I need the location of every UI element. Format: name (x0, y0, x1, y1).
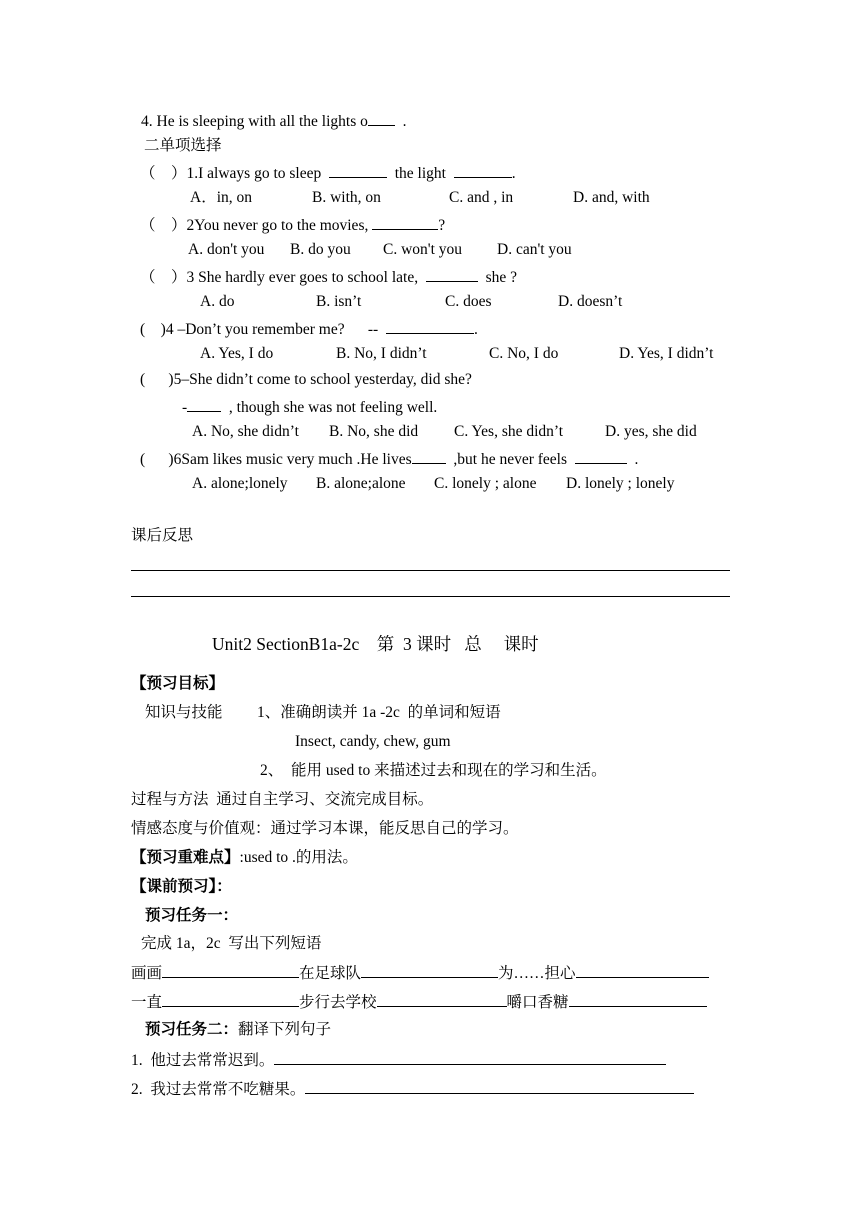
answer-paren[interactable]: （ ） (140, 269, 187, 286)
answer-blank[interactable] (162, 991, 299, 1007)
option-a: A. don't you (188, 241, 265, 258)
option-d: D. doesn’t (558, 293, 623, 310)
option-c: C. won't you (383, 241, 463, 258)
option-d: D. lonely ; lonely (566, 475, 675, 492)
question-stem: 6Sam likes music very much .He lives (173, 451, 412, 468)
answer-blank[interactable] (412, 448, 446, 464)
answer-blank[interactable] (187, 396, 221, 412)
option-c: C. Yes, she didn’t (454, 423, 564, 440)
task1-text: 完成 1a，2c 写出下列短语 (141, 935, 322, 952)
answer-blank[interactable] (329, 162, 387, 178)
option-d: D. yes, she did (605, 423, 697, 440)
mc-question-2 (140, 214, 445, 236)
sentence-text: 2. 我过去常常不吃糖果。 (131, 1081, 306, 1098)
option-a: A. alone;lonely (192, 475, 288, 492)
phrase-label: 嚼口香糖 (506, 994, 569, 1011)
phrase-label: 在足球队 (299, 965, 362, 982)
option-c: C. No, I do (489, 345, 559, 362)
reflection-line-1[interactable] (131, 570, 730, 571)
option-d: D. can't you (497, 241, 572, 258)
answer-blank[interactable] (162, 962, 299, 978)
option-b: B. No, she did (329, 423, 419, 440)
answer-blank[interactable] (454, 162, 512, 178)
key-points (131, 848, 358, 868)
mc-question-5 (140, 370, 472, 390)
question-end: . (511, 165, 516, 182)
process-method: 过程与方法 通过自主学习、交流完成目标。 (131, 791, 434, 808)
question-stem-part: she ? (485, 269, 518, 286)
sentence-text: 1. 他过去常常迟到。 (131, 1052, 275, 1069)
phrase-label: 画画 (131, 965, 163, 982)
emotion-values: 情感态度与价值观：通过学习本课，能反思自己的学习。 (131, 820, 519, 837)
mc-question-4 (140, 318, 478, 340)
phrase-label: 为……担心 (498, 965, 576, 982)
answer-paren[interactable]: ( ) (140, 451, 174, 468)
answer-blank[interactable] (368, 110, 395, 126)
answer-blank[interactable] (575, 448, 627, 464)
question-stem: 4 –Don’t you remember me? (165, 321, 345, 338)
task2-text: 翻译下列句子 (238, 1021, 332, 1038)
knowledge-label: 知识与技能 (145, 704, 223, 721)
reply-line (182, 396, 437, 418)
answer-line[interactable] (274, 1049, 666, 1065)
answer-paren[interactable]: ( ) (140, 321, 166, 338)
phrase-label: 一直 (131, 994, 163, 1011)
option-b: B. with, on (312, 189, 381, 206)
option-c: C. and , in (449, 189, 514, 206)
question-end: . (634, 451, 639, 468)
option-a: A. do (200, 293, 235, 310)
answer-blank[interactable] (377, 991, 507, 1007)
section-title: 二单项选择 (144, 137, 222, 154)
answer-blank[interactable] (372, 214, 438, 230)
reply-text: , though she was not feeling well. (228, 399, 438, 416)
goals-heading: 【预习目标】 (131, 675, 225, 692)
phrase-label: 步行去学校 (299, 994, 377, 1011)
fill-blank-question-4 (141, 110, 407, 132)
task2-heading: 预习任务二： (145, 1021, 239, 1038)
answer-blank[interactable] (426, 266, 478, 282)
mc-question-6 (140, 448, 638, 470)
answer-blank[interactable] (386, 318, 474, 334)
sentence-1 (131, 1049, 666, 1071)
reflection-line-2[interactable] (131, 596, 730, 597)
question-stem-part: ,but he never feels (453, 451, 568, 468)
question-end: . (402, 113, 407, 130)
goal-2: 2、 能用 used to 来描述过去和现在的学习和生活。 (260, 762, 607, 779)
question-text: 4. He is sleeping with all the lights o (141, 113, 368, 130)
option-b: B. do you (290, 241, 351, 258)
answer-line[interactable] (305, 1078, 694, 1094)
option-b: B. isn’t (316, 293, 362, 310)
question-stem: 2You never go to the movies, (186, 217, 369, 234)
option-c: C. does (445, 293, 492, 310)
answer-blank[interactable] (361, 962, 498, 978)
question-stem-part: -- (367, 321, 379, 338)
phrase-row-1 (131, 962, 709, 984)
task1-heading: 预习任务一： (145, 907, 239, 924)
phrase-row-2 (131, 991, 707, 1013)
key-heading: 【预习重难点】 (131, 849, 240, 866)
lesson-title: Unit2 SectionB1a-2c 第 3 课时 总 课时 (212, 634, 539, 654)
mc-question-1 (140, 162, 516, 184)
question-stem: 1.I always go to sleep (186, 165, 322, 182)
option-a: A．in, on (190, 189, 253, 206)
goal-1: 1、准确朗读并 1a -2c 的单词和短语 (257, 704, 501, 721)
reply-dash: - (182, 399, 188, 416)
reflection-label: 课后反思 (131, 527, 194, 544)
task2 (145, 1020, 331, 1040)
answer-paren[interactable]: （ ） (140, 217, 187, 234)
vocabulary-words: Insect, candy, chew, gum (295, 733, 451, 750)
option-d: D. and, with (573, 189, 650, 206)
question-stem: 5–She didn’t come to school yesterday, did she? (173, 371, 472, 388)
option-b: B. alone;alone (316, 475, 406, 492)
answer-paren[interactable]: ( ) (140, 371, 174, 388)
preview-heading: 【课前预习】： (131, 878, 232, 895)
key-text: :used to .的用法。 (239, 849, 358, 866)
option-a: A. Yes, I do (200, 345, 274, 362)
option-b: B. No, I didn’t (336, 345, 427, 362)
sentence-2 (131, 1078, 694, 1100)
option-c: C. lonely ; alone (434, 475, 537, 492)
option-a: A. No, she didn’t (192, 423, 299, 440)
question-end: ? (438, 217, 446, 234)
option-d: D. Yes, I didn’t (619, 345, 714, 362)
question-end: . (473, 321, 478, 338)
answer-blank[interactable] (576, 962, 709, 978)
question-stem-part: the light (394, 165, 446, 182)
mc-question-3 (140, 266, 517, 288)
answer-paren[interactable]: （ ） (140, 165, 187, 182)
answer-blank[interactable] (569, 991, 707, 1007)
question-stem: 3 She hardly ever goes to school late, (186, 269, 419, 286)
